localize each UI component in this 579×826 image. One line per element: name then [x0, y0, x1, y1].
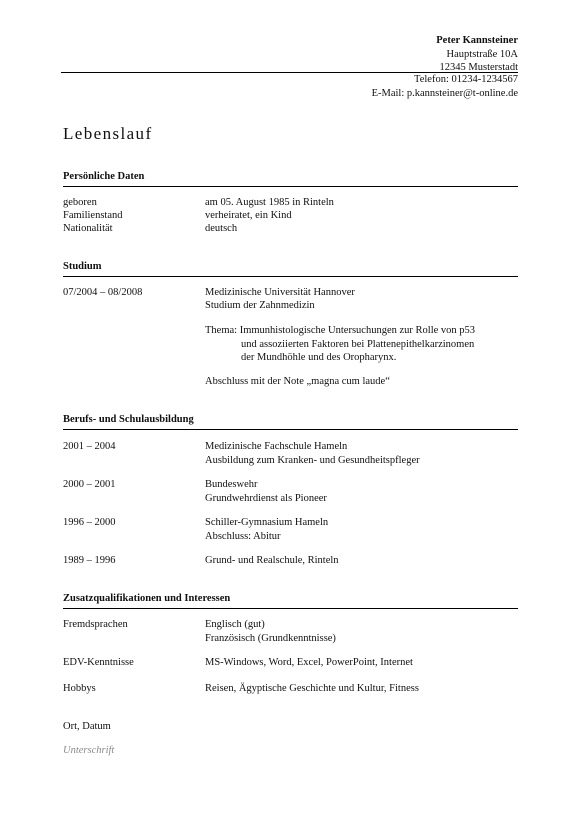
career-entry-2-line-1: Bundeswehr: [205, 479, 258, 490]
personal-label-family: Familienstand: [63, 210, 123, 221]
career-period-4: 1989 – 1996: [63, 555, 116, 566]
career-period-1: 2001 – 2004: [63, 441, 116, 452]
extra-languages-line-1: Englisch (gut): [205, 619, 265, 630]
career-period-2: 2000 – 2001: [63, 479, 116, 490]
study-thema-line-3: der Mundhöhle und des Oropharynx.: [241, 352, 397, 363]
extra-value-it: MS-Windows, Word, Excel, PowerPoint, Internet: [205, 657, 413, 668]
career-entry-1: [205, 440, 420, 467]
study-thema: [205, 324, 475, 365]
career-entry-2-line-2: Grundwehrdienst als Pioneer: [205, 492, 327, 504]
section-heading-study: Studium: [63, 260, 518, 277]
sender-address: [436, 34, 518, 75]
career-entry-1-line-1: Medizinische Fachschule Hameln: [205, 441, 348, 452]
career-entry-1-line-2: Ausbildung zum Kranken- und Gesundheitspfleger: [205, 454, 420, 466]
study-thema-line-1: Thema: Immunhistologische Untersuchungen zur Rolle von p53: [205, 325, 476, 336]
section-heading-career: Berufs- und Schulausbildung: [63, 413, 518, 430]
career-entry-3: [205, 516, 328, 543]
sender-street: Hauptstraße 10A: [446, 48, 518, 60]
extra-languages-line-2: Französisch (Grundkenntnisse): [205, 632, 336, 644]
page-title: Lebenslauf: [63, 124, 153, 143]
career-entry-3-line-1: Schiller-Gymnasium Hameln: [205, 517, 329, 528]
extra-label-hobbies: Hobbys: [63, 683, 96, 694]
place-date-label: Ort, Datum: [63, 721, 111, 732]
study-period: 07/2004 – 08/2008: [63, 287, 143, 298]
study-thema-line-2: und assoziierten Faktoren bei Plattenepithelkarzinomen: [241, 338, 475, 350]
study-grade: Abschluss mit der Note „magna cum laude“: [205, 376, 390, 387]
sender-city: 12345 Musterstadt: [439, 62, 518, 73]
personal-value-family: verheiratet, ein Kind: [205, 210, 292, 221]
section-heading-personal: Persönliche Daten: [63, 170, 518, 187]
section-heading-extra: Zusatzqualifikationen und Interessen: [63, 592, 518, 609]
signature-placeholder: Unterschrift: [63, 745, 115, 756]
personal-value-birth: am 05. August 1985 in Rinteln: [205, 197, 334, 208]
sender-name: Peter Kannsteiner: [436, 35, 518, 46]
extra-value-languages: [205, 618, 336, 645]
extra-label-it: EDV-Kenntnisse: [63, 657, 134, 668]
study-subject: Studium der Zahnmedizin: [205, 300, 315, 311]
career-entry-4-line-1: Grund- und Realschule, Rinteln: [205, 555, 339, 566]
personal-label-birth: geboren: [63, 197, 97, 208]
sender-email: E-Mail: p.kannsteiner@t-online.de: [371, 87, 518, 99]
career-entry-4: [205, 554, 339, 568]
sender-phone: Telefon: 01234-1234567: [414, 74, 518, 85]
personal-label-nationality: Nationalität: [63, 223, 113, 234]
personal-value-nationality: deutsch: [205, 223, 238, 234]
extra-value-hobbies: Reisen, Ägyptische Geschichte und Kultur, Fitness: [205, 683, 419, 694]
extra-label-languages: Fremdsprachen: [63, 619, 128, 630]
career-period-3: 1996 – 2000: [63, 517, 116, 528]
study-university: Medizinische Universität Hannover: [205, 287, 355, 298]
sender-contact: [372, 73, 518, 100]
career-entry-2: [205, 478, 327, 505]
career-entry-3-line-2: Abschluss: Abitur: [205, 530, 281, 542]
